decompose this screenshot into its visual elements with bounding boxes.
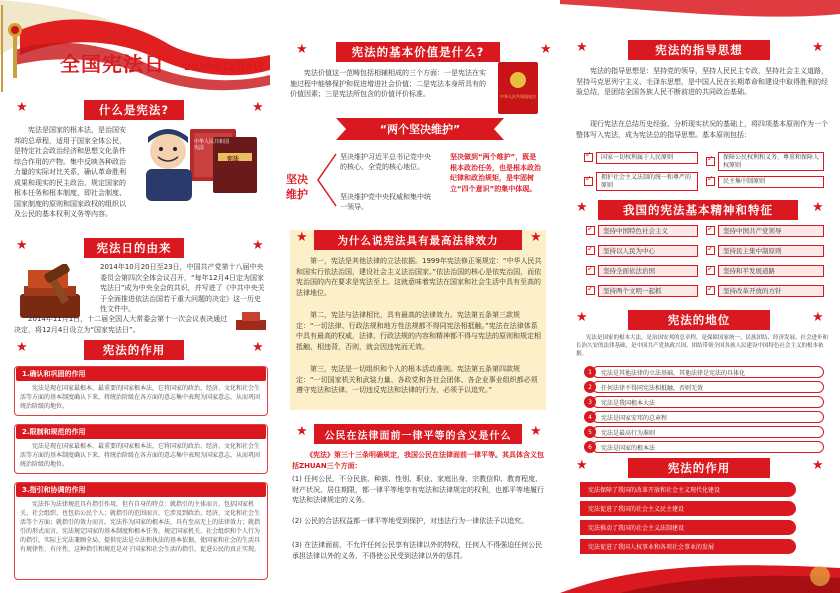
guide-text-1: 宪法的指导思想是：坚持党的领导，坚持人民民主专政，坚持社会主义道路，坚持马克思列宁主义、毛泽东思想，是中国人民在长期革命和建设中取得胜利的经验总结，是团结全国各族人民不断前进的共同政治基础。 <box>576 67 828 96</box>
two-item-1: 坚决维护习近平总书记党中央的核心、全党的核心地位。 <box>340 153 431 171</box>
value-text: 宪法价值这一范畴包括相辅相成的三个方面：一是宪法在实施过程中能够保护和促进增进社会价值；二是宪法本身所具有的价值因素；三是宪法所包含的价值评价标准。 <box>290 69 486 98</box>
check-icon <box>586 286 595 295</box>
check-icon <box>706 177 715 186</box>
guide-text-2: 现行宪法在总结历史经验、分析现实状况的基础上，将四项基本原则作为一个整体写入宪法，成为宪法总的指导思想。基本原则包括： <box>576 120 828 139</box>
star-icon: ★ <box>296 424 308 439</box>
emblem-icon <box>5 20 25 80</box>
book-title: 中华人民共和国宪法 <box>500 94 536 99</box>
two-item-2: 坚决维护党中央权威和集中统一领导。 <box>340 193 431 211</box>
role3-item-4: 宪法促进了我国人权事业和各项社会事业的发展 <box>580 539 796 554</box>
role-item-2-text: 宪法是现在国家最根本、最重要的国家根本法，它将国家的政治、经济、文化和社会生活等方面的基本制度确认下来，将统治阶级在各方面的意志集中表现为国家意志，从而巩固统治阶级的地位。 <box>20 443 261 468</box>
status-item-1: 1 宪法是其他法律的立法基础，其他法律是宪法的具体化 <box>584 366 824 378</box>
origin-text-2: 2014年11月1日，十二届全国人大常委会第十一次会议表决通过决定，将12月4日设立为“国家宪法日”。 <box>14 315 228 334</box>
principle-4: ✓ 民主集中制原则 <box>706 176 824 188</box>
spirit-item-2: ✓ 坚持中国共产党领导 <box>706 224 824 237</box>
principle-1: ✓ 国家一切权利属于人民原则 <box>584 152 698 164</box>
status-item-4: 4 宪法是国家安邦的总章程 <box>584 411 824 423</box>
check-icon <box>584 153 593 162</box>
principle-2: ✓ 保障公民权利和义务、尊重和保障人权原则 <box>706 152 824 171</box>
spirit-heading: 我国的宪法基本精神和特征 <box>598 200 798 220</box>
constitution-book <box>498 62 538 114</box>
check-icon <box>706 286 715 295</box>
star-icon: ★ <box>576 40 588 55</box>
top-right-decoration <box>560 0 840 30</box>
star-icon: ★ <box>16 100 28 115</box>
check-icon <box>586 226 595 235</box>
spirit-item-6: ✓ 坚持和平发展道路 <box>706 264 824 277</box>
status-text: 宪法是国家的根本大法，是治国安邦的总章程，是保障国家统一、民族团结、经济发展、社会进步和长治久安的法律基础，是中国共产党执政兴国、团结带领全国各族人民建设中国特色社会主义的根本依据。 <box>576 335 829 357</box>
origin-text-1: 2014年10月20日至23日，中国共产党第十八届中央委员会第四次全体会议召开，“每年12月4日定为国家宪法日”成为中央全会的共识，并写进了《中共中央关于全面推进依法治国若干重大问题的决定》这一历史性文件中。 <box>100 263 265 313</box>
role3-item-2: 宪法促进了我国的社会主义民主建设 <box>580 501 796 516</box>
status-item-2: 2 任何法律不得同宪法相抵触，否则无效 <box>584 381 824 393</box>
why-p1: 第一，宪法是其他法律的立法依据。1999年宪法修正案规定：“中华人民共和国实行依法治国，建设社会主义法治国家。”依法治国的核心是依宪治国，而依宪治国的内在要求是宪法至上。这就意味着宪法在国家和社会生活中具有至高的法律地位。 <box>296 257 542 297</box>
value-heading: 宪法的基本价值是什么? <box>336 42 500 62</box>
role3-item-3: 宪法推动了我国的社会主义法制建设 <box>580 520 796 535</box>
star-icon: ★ <box>252 100 264 115</box>
two-right-text: 坚决做到“两个维护”，既是根本政治任务，也是根本政治纪律和政治规矩，是牢固树立“四个意识”的集中体现。 <box>450 153 541 193</box>
check-icon <box>706 246 715 255</box>
why-heading: 为什么说宪法具有最高法律效力 <box>314 230 522 250</box>
role-item-3-title: 3.指引和协调的作用 <box>16 483 266 497</box>
check-icon <box>586 246 595 255</box>
equal-heading: 公民在法律面前一律平等的含义是什么 <box>314 424 522 444</box>
bottom-decoration <box>0 560 840 593</box>
podium-icon <box>234 306 268 332</box>
star-icon: ★ <box>576 310 588 325</box>
principle-3: ✓ 拥护社会主义法制的统一和尊严的原则 <box>584 172 698 191</box>
spirit-item-4: ✓ 坚持民主集中制原则 <box>706 244 824 257</box>
star-icon: ★ <box>530 230 542 245</box>
star-icon: ★ <box>296 230 308 245</box>
two-heading: “两个坚决维护” <box>379 123 461 136</box>
star-icon: ★ <box>812 458 824 473</box>
why-p3: 第三，宪法是一切组织和个人的根本活动准则。宪法第五条第四款规定：“一切国家机关和武装力量、各政党和各社会团体、各企业事业组织都必须遵守宪法和法律。一切违反宪法和法律的行为，必须予以追究。” <box>296 365 538 394</box>
star-icon: ★ <box>812 200 824 215</box>
role3-item-1: 宪法保障了我国的改革开放和社会主义现代化建设 <box>580 482 796 497</box>
spirit-item-5: ✓ 坚持全面依法治国 <box>586 264 698 277</box>
what-text: 宪法是国家的根本法，是治国安邦的总章程，适用于国家全体公民，是特定社会政治经济和思想文化条件综合作用的产物。集中反映各种政治力量的实际对比关系，确认革命胜利成果和现实的民主政治，规定国家的根本任务和根本制度，即社会制度、国家制度的原则和国家政权的组织以及公民的基本权利义务等内容。 <box>14 126 126 218</box>
equal-p2: (2) 公民的合法权益都一律平等地受到保护，对违法行为一律依法予以追究。 <box>292 517 529 525</box>
check-icon <box>706 226 715 235</box>
role-heading: 宪法的作用 <box>84 340 184 360</box>
star-icon: ★ <box>576 200 588 215</box>
spirit-item-3: ✓ 坚持以人民为中心 <box>586 244 698 257</box>
constitution-book-label-2: 宪法 <box>227 156 240 163</box>
status-item-5: 5 宪法是最高行为准则 <box>584 426 824 438</box>
check-icon <box>706 157 715 166</box>
star-icon: ★ <box>16 340 28 355</box>
bracket-icon <box>312 150 338 210</box>
status-item-6: 6 宪法是国家的根本法 <box>584 441 824 453</box>
why-p2: 第二，宪法与法律相比，具有最高的法律效力。宪法第五条第三款规定：“一切法律、行政法规和地方性法规都不得同宪法相抵触。”宪法在法律体系中具有最高的权威，法律、行政法规的内容和精神都不得与宪法的原则和规定相抵触、相违背，否则，就会因违宪而无效。 <box>296 311 541 351</box>
spirit-item-8: ✓ 坚持改革开放的方针 <box>706 284 824 297</box>
star-icon: ★ <box>252 238 264 253</box>
origin-heading: 宪法日的由来 <box>84 238 184 258</box>
star-icon: ★ <box>530 424 542 439</box>
equal-p1: (1) 任何公民，不分民族、种族、性别、职业、家庭出身、宗教信仰、教育程度、财产状况、居住期限，都一律平等地享有宪法和法律规定的权利，也都平等地履行宪法和法律规定的义务。 <box>292 475 544 504</box>
what-heading: 什么是宪法? <box>84 100 184 120</box>
equal-intro: 《宪法》第三十三条明确规定，我国公民在法律面前一律平等。其具体含义包括ZHUAN三个方面： <box>292 451 544 470</box>
star-icon: ★ <box>540 42 552 57</box>
equal-p3: (3) 在法律面前，不允许任何公民享有法律以外的特权，任何人不得强迫任何公民承担法律以外的义务，不得使公民受到法律以外的惩罚。 <box>292 541 543 560</box>
role-item-1-title: 1.确认和巩固的作用 <box>16 367 266 381</box>
what-illustration <box>128 123 268 205</box>
page-title: 全国宪法日 <box>60 52 165 76</box>
check-icon <box>584 177 593 186</box>
role-item-2-title: 2.限制和规范的作用 <box>16 425 266 439</box>
star-icon: ★ <box>16 238 28 253</box>
star-icon: ★ <box>252 340 264 355</box>
guide-heading: 宪法的指导思想 <box>628 40 770 60</box>
star-icon: ★ <box>296 42 308 57</box>
star-icon: ★ <box>812 310 824 325</box>
page-date: 2020年12月4日 <box>184 62 263 73</box>
status-heading: 宪法的地位 <box>628 310 770 330</box>
role3-heading: 宪法的作用 <box>628 458 770 478</box>
spirit-item-1: ✓ 坚持中国特色社会主义 <box>586 224 698 237</box>
check-icon <box>706 266 715 275</box>
role-item-3-text: 宪法作为法律规范具有指引作用，但有自身的特点：就指引的主体而言，包括国家机关、社会组织、也包括公民个人；就指引的范围而言，它涉及到政治、经济、文化和社会生活等个方面；就指引的效力而言，宪法作为国家的根本法，具有至高无上的法律效力；就指引的形式而言，宪法规定国家的基本制度和根本任务，规定国家机关、社会组织和个人行为的指引，实际上宪法兼顾全局，提供宪法是立法和执法的基本依据，使国家和社会的生活具有规律性、有序性，这种指引和规范是对于国家和社会生活的指引，促进公民的真正实现。 <box>20 501 261 553</box>
constitution-book-label: 中华人民共和国宪法 <box>194 139 230 151</box>
spirit-item-7: ✓ 坚持两个文明一起抓 <box>586 284 698 297</box>
role-item-1-text: 宪法是现在国家最根本、最重要的国家根本法，它将国家的政治、经济、文化和社会生活等方面的基本制度确认下来，将统治阶级在各方面的意志集中表现为国家意志，从而巩固统治阶级的地位。 <box>20 385 261 410</box>
star-icon: ★ <box>576 458 588 473</box>
star-icon: ★ <box>812 40 824 55</box>
status-item-3: 3 宪法是我国根本大法 <box>584 396 824 408</box>
two-label: 坚决维护 <box>286 173 308 201</box>
check-icon <box>586 266 595 275</box>
